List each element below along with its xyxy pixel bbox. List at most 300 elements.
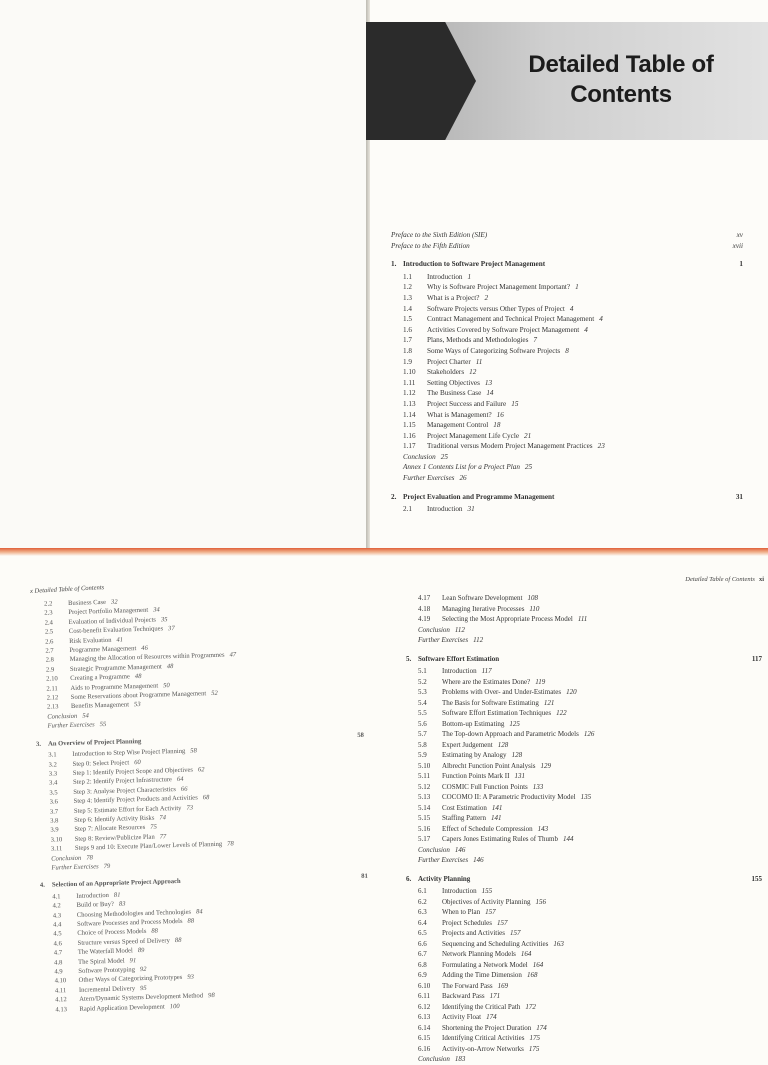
entry-title: Stakeholders	[427, 368, 465, 377]
toc-backmatter-entry	[391, 452, 743, 463]
entry-page: 8	[565, 346, 569, 355]
entry-title: What is a Project?	[427, 293, 480, 302]
entry-page: 135	[580, 793, 592, 801]
entry-number: 2.10	[46, 675, 58, 683]
chapter-title: Software Effort Estimation	[418, 654, 500, 663]
toc-backmatter-entry	[406, 625, 762, 636]
photo-divider	[0, 548, 768, 556]
entry-number: 4.10	[54, 977, 67, 985]
entry-title: Software Effort Estimation Techniques	[442, 709, 552, 717]
entry-page: 169	[497, 981, 509, 990]
toc-backmatter-entry	[406, 855, 762, 866]
entry-title: Further Exercises	[47, 721, 95, 730]
toc-entry	[406, 991, 762, 1002]
entry-page: 41	[116, 636, 124, 644]
toc-entry	[406, 666, 762, 677]
entry-title: Further Exercises	[418, 636, 469, 644]
entry-page: 120	[566, 688, 577, 696]
entry-number: 5.4	[418, 698, 427, 707]
entry-page: 32	[110, 598, 118, 606]
toc-entry	[406, 761, 762, 772]
entry-title: Step 8: Review/Publicize Plan	[74, 833, 155, 843]
entry-number: 4.7	[53, 949, 63, 957]
entry-number: 5.7	[418, 730, 427, 738]
entry-title: Structure versus Speed of Delivery	[77, 937, 170, 947]
toc-entry	[406, 782, 762, 793]
entry-page: 146	[454, 845, 466, 854]
entry-number: 5.3	[418, 688, 427, 696]
preface-title: Preface to the Fifth Edition	[391, 241, 470, 250]
chapter-number: 6.	[406, 874, 412, 883]
entry-title: Creating a Programme	[70, 673, 130, 683]
toc-entry	[391, 304, 743, 315]
entry-page: 47	[229, 651, 237, 659]
entry-page: 156	[535, 897, 546, 906]
entry-title: Project Charter	[427, 357, 471, 366]
preface-title: Preface to the Sixth Edition (SIE)	[391, 231, 488, 239]
entry-number: 6.13	[418, 1013, 431, 1021]
toc-entry	[391, 293, 743, 304]
toc-entry	[406, 949, 762, 960]
entry-number: 1.17	[403, 442, 416, 451]
toc-entry	[406, 928, 762, 939]
entry-number: 2.13	[46, 703, 59, 712]
chapter-page: 1	[739, 260, 743, 269]
entry-page: 58	[190, 747, 197, 755]
entry-page: 74	[159, 814, 167, 822]
toc-entry	[406, 740, 762, 751]
entry-number: 4.17	[418, 594, 431, 602]
entry-title: Effect of Schedule Compression	[442, 824, 533, 833]
toc-entry	[391, 357, 743, 368]
entry-title: Step 6: Identify Activity Risks	[74, 814, 155, 824]
entry-number: 5.5	[418, 709, 427, 717]
entry-page: 95	[139, 984, 147, 992]
entry-number: 1.3	[403, 293, 412, 302]
entry-number: 6.12	[418, 1002, 431, 1011]
entry-page: 93	[187, 974, 195, 982]
entry-page: 18	[493, 421, 501, 430]
entry-title: Staffing Pattern	[442, 814, 487, 822]
toc-entry	[406, 1002, 762, 1013]
entry-page: 68	[202, 794, 210, 802]
entry-title: Step 7: Allocate Resources	[74, 824, 146, 834]
chapter-heading	[391, 259, 743, 270]
chapter-title: An Overview of Project Planning	[47, 737, 142, 748]
entry-page: 122	[556, 709, 567, 717]
entry-page: 55	[99, 721, 107, 729]
entry-number: 4.3	[52, 911, 62, 920]
entry-title: Further Exercises	[403, 474, 455, 483]
toc-backmatter-entry	[391, 462, 743, 473]
entry-number: 1.9	[403, 357, 412, 366]
entry-page: 88	[151, 928, 159, 936]
entry-title: Plans, Methods and Methodologies	[427, 336, 529, 345]
toc-entry	[406, 708, 762, 719]
entry-title: Conclusion	[418, 1055, 450, 1063]
entry-title: Conclusion	[418, 625, 450, 634]
entry-number: 3.8	[50, 817, 59, 825]
toc-entry	[406, 729, 762, 740]
toc-entry	[406, 803, 762, 814]
entry-number: 4.11	[54, 987, 67, 995]
entry-page: 26	[459, 474, 467, 483]
entry-title: Identifying Critical Activities	[442, 1034, 525, 1042]
entry-page: 129	[540, 761, 552, 770]
entry-title: Some Reservations about Programme Management	[70, 690, 207, 702]
entry-title: Activity-on-Arrow Networks	[442, 1044, 524, 1053]
toc-entry	[406, 604, 762, 615]
entry-page: 79	[103, 862, 111, 871]
entry-title: Introduction	[427, 505, 463, 514]
toc-bottom-right	[406, 593, 762, 1065]
entry-page: 1	[575, 283, 579, 292]
toc-entry	[406, 698, 762, 709]
entry-page: 83	[118, 900, 126, 908]
entry-title: The Business Case	[427, 389, 482, 398]
entry-page: 4	[569, 304, 574, 313]
entry-page: 131	[514, 772, 525, 780]
toc-entry	[406, 719, 762, 730]
entry-number: 1.6	[403, 325, 412, 334]
entry-number: 2.9	[45, 666, 55, 674]
entry-page: 11	[475, 357, 483, 366]
entry-page: 98	[208, 992, 215, 1000]
entry-number: 4.1	[52, 893, 61, 901]
entry-title: Expert Judgement	[442, 740, 493, 749]
entry-number: 2.8	[45, 656, 55, 665]
entry-title: Conclusion	[51, 854, 82, 863]
toc-entry	[391, 410, 743, 421]
entry-title: What is Management?	[427, 410, 492, 419]
running-header-text: Detailed Table of Contents	[685, 576, 755, 583]
entry-page: 84	[195, 907, 203, 916]
entry-number: 5.14	[418, 803, 431, 812]
entry-number: 6.2	[418, 897, 427, 906]
entry-title: Strategic Programme Management	[69, 663, 162, 673]
toc-entry	[391, 367, 743, 378]
toc-entry	[406, 886, 762, 897]
entry-page: 1	[467, 272, 472, 281]
toc-entry	[406, 824, 762, 835]
entry-number: 5.9	[418, 751, 427, 759]
chapter-number: 1.	[391, 260, 397, 269]
chapter-page: 58	[357, 731, 364, 739]
entry-title: The Waterfall Model	[77, 947, 133, 957]
title-line-1: Detailed Table of	[528, 51, 714, 78]
entry-page: 60	[134, 758, 141, 766]
entry-page: 112	[454, 625, 465, 634]
entry-title: Choice of Process Models	[77, 928, 147, 938]
entry-number: 6.1	[418, 887, 427, 895]
entry-title: Benefits Management	[70, 701, 130, 711]
entry-page: 25	[524, 463, 533, 472]
entry-title: Lean Software Development	[442, 594, 523, 602]
running-header-left: x Detailed Table of Contents	[29, 584, 105, 595]
entry-page: 128	[511, 751, 523, 759]
toc-backmatter-entry	[391, 473, 743, 484]
entry-title: Project Success and Failure	[427, 399, 507, 408]
toc-entry	[406, 813, 762, 824]
entry-number: 4.9	[54, 968, 63, 976]
entry-title: Introduction to Step Wise Project Planning	[72, 747, 186, 759]
entry-page: 157	[485, 908, 496, 916]
entry-title: Contract Management and Technical Project Management	[427, 315, 595, 324]
entry-title: Software Projects versus Other Types of Project	[427, 304, 565, 313]
entry-page: 146	[473, 856, 484, 864]
entry-number: 6.3	[418, 908, 427, 916]
entry-number: 6.5	[418, 929, 427, 937]
entry-title: Activities Covered by Software Project Management	[427, 325, 580, 334]
entry-number: 6.4	[418, 918, 427, 927]
entry-title: Step 3: Analyse Project Characteristics	[73, 785, 176, 796]
entry-page: 50	[163, 681, 170, 690]
entry-title: COCOMO II: A Parametric Productivity Model	[442, 793, 576, 801]
entry-number: 6.7	[418, 950, 427, 958]
entry-page: 73	[186, 804, 194, 812]
entry-page: 155	[481, 887, 493, 895]
entry-title: COSMIC Full Function Points	[442, 782, 528, 791]
entry-number: 1.1	[403, 272, 412, 281]
entry-title: Estimating by Analogy	[442, 751, 507, 759]
entry-page: 174	[536, 1023, 547, 1032]
entry-page: 4	[599, 315, 603, 324]
entry-title: Where are the Estimates Done?	[442, 677, 531, 686]
entry-title: Project Portfolio Management	[68, 607, 149, 617]
preface-page: xv	[736, 231, 743, 239]
entry-page: 171	[489, 992, 501, 1000]
entry-page: 125	[509, 719, 520, 728]
entry-number: 4.4	[52, 921, 62, 929]
entry-title: Conclusion	[47, 712, 78, 721]
toc-entry	[391, 325, 743, 336]
entry-title: Further Exercises	[51, 863, 99, 872]
toc-entry	[391, 346, 743, 357]
entry-title: Rapid Application Development	[79, 1003, 165, 1013]
entry-page: 25	[440, 452, 448, 461]
blank-left-page	[0, 0, 366, 548]
entry-title: Cost Estimation	[442, 803, 487, 812]
entry-page: 75	[150, 823, 157, 832]
entry-page: 7	[533, 336, 538, 345]
entry-page: 54	[82, 712, 89, 720]
entry-page: 78	[86, 853, 93, 862]
entry-title: The Basis for Software Estimating	[442, 698, 539, 707]
entry-page: 133	[532, 782, 544, 791]
entry-title: Network Planning Models	[442, 950, 516, 958]
entry-title: Managing Iterative Processes	[442, 604, 525, 613]
entry-number: 6.6	[418, 939, 427, 948]
entry-number: 5.11	[418, 772, 430, 780]
entry-page: 35	[160, 616, 168, 624]
toc-entry	[406, 614, 762, 625]
preface-page: xvii	[732, 241, 743, 250]
entry-number: 3.2	[48, 760, 57, 769]
entry-title: Business Case	[68, 598, 107, 607]
entry-title: Backward Pass	[442, 992, 485, 1000]
chapter-heading	[406, 654, 762, 665]
entry-page: 175	[529, 1034, 540, 1042]
entry-page: 46	[141, 644, 148, 652]
entry-title: Introduction	[76, 891, 109, 900]
running-header-right	[685, 576, 764, 583]
entry-title: The Top-down Approach and Parametric Models	[442, 730, 579, 738]
entry-page: 119	[535, 677, 546, 686]
chapter-heading	[406, 874, 762, 885]
entry-number: 3.3	[48, 770, 58, 778]
entry-page: 16	[496, 410, 504, 419]
entry-title: Selecting the Most Appropriate Process Model	[442, 615, 573, 623]
entry-page: 64	[176, 776, 184, 784]
entry-number: 2.12	[46, 694, 59, 702]
toc-bottom-left	[32, 591, 371, 1015]
toc-entry	[406, 771, 762, 782]
entry-page: 112	[473, 636, 484, 644]
entry-page: 88	[187, 917, 195, 925]
entry-title: Software Processes and Process Models	[76, 917, 183, 928]
entry-title: Management Control	[427, 421, 489, 430]
entry-page: 157	[496, 918, 508, 927]
chapter-number: 3.	[35, 740, 42, 748]
entry-title: Some Ways of Categorizing Software Projects	[427, 346, 561, 355]
entry-number: 4.6	[53, 940, 62, 948]
entry-number: 5.15	[418, 814, 431, 822]
entry-page: 91	[129, 956, 137, 965]
entry-title: Conclusion	[418, 845, 450, 854]
toc-entry	[391, 431, 743, 442]
entry-page: 108	[527, 594, 538, 602]
entry-title: The Spiral Model	[78, 957, 125, 966]
entry-number: 5.1	[418, 667, 427, 675]
entry-title: Shortening the Project Duration	[442, 1023, 532, 1032]
toc-entry	[406, 981, 762, 992]
entry-page: 89	[137, 947, 145, 955]
entry-page: 157	[510, 929, 521, 937]
entry-page: 100	[169, 1002, 180, 1010]
entry-number: 3.1	[48, 751, 57, 759]
entry-title: Albrecht Function Point Analysis	[442, 761, 536, 770]
chapter-page: 31	[735, 492, 743, 501]
entry-title: Capers Jones Estimating Rules of Thumb	[442, 835, 558, 843]
toc-entry	[406, 1023, 762, 1034]
toc-entry	[391, 282, 743, 293]
contents-page-bottom-left	[0, 556, 384, 1024]
entry-page: 34	[153, 606, 160, 615]
entry-title: Introduction	[427, 272, 463, 281]
entry-title: Incremental Delivery	[78, 985, 136, 994]
entry-page: 13	[484, 378, 493, 387]
toc-entry	[406, 1044, 762, 1055]
entry-page: 15	[511, 399, 519, 408]
entry-number: 3.4	[49, 779, 58, 787]
entry-page: 88	[174, 936, 182, 944]
entry-title: Aids to Programme Management	[70, 682, 159, 692]
entry-title: Projects and Activities	[442, 929, 505, 937]
entry-number: 4.5	[53, 930, 62, 938]
chapter-title: Activity Planning	[418, 874, 471, 883]
toc-entry	[406, 593, 762, 604]
entry-title: The Forward Pass	[442, 981, 493, 990]
preface-entry	[391, 241, 743, 252]
entry-page: 62	[197, 766, 205, 774]
running-header-page: xi	[758, 576, 764, 583]
toc-backmatter-entry	[406, 635, 762, 646]
entry-title: Software Prototyping	[78, 966, 136, 975]
entry-number: 6.14	[418, 1023, 431, 1032]
entry-number: 2.6	[45, 638, 54, 646]
entry-number: 1.14	[403, 410, 416, 419]
entry-number: 1.5	[403, 315, 412, 324]
entry-number: 6.16	[418, 1044, 431, 1053]
chapter-number: 5.	[406, 654, 412, 663]
entry-number: 5.16	[418, 824, 431, 833]
entry-page: 48	[134, 673, 142, 681]
entry-page: 2	[484, 293, 489, 302]
entry-title: Introduction	[442, 667, 477, 675]
entry-number: 1.13	[403, 399, 416, 408]
entry-title: When to Plan	[442, 908, 481, 916]
entry-page: 164	[532, 960, 544, 969]
entry-title: Programme Management	[69, 645, 137, 655]
entry-number: 6.10	[418, 981, 431, 990]
entry-page: 48	[166, 662, 174, 671]
title-line-2: Contents	[570, 81, 672, 108]
entry-number: 5.2	[418, 677, 427, 686]
entry-number: 1.4	[403, 304, 412, 313]
toc-entry	[406, 918, 762, 929]
entry-number: 3.11	[50, 845, 63, 853]
toc-entry	[406, 960, 762, 971]
toc-entry	[406, 792, 762, 803]
entry-title: Managing the Allocation of Resources within Programmes	[69, 652, 225, 664]
entry-page: 14	[486, 389, 494, 398]
entry-page: 66	[180, 785, 188, 793]
entry-number: 5.13	[418, 793, 431, 801]
toc-entry	[406, 687, 762, 698]
entry-title: Step 4: Identify Project Products and Activities	[73, 794, 198, 806]
entry-title: Annex 1 Contents List for a Project Plan	[403, 463, 520, 472]
entry-page: 81	[113, 891, 121, 899]
entry-page: 117	[481, 667, 492, 675]
entry-number: 4.8	[54, 958, 63, 967]
entry-title: Why is Software Project Management Important?	[427, 283, 571, 292]
entry-title: Risk Evaluation	[69, 636, 112, 645]
entry-number: 1.8	[403, 346, 412, 355]
toc-entry	[391, 378, 743, 389]
entry-page: 52	[211, 689, 218, 698]
chapter-page: 81	[361, 873, 368, 881]
entry-page: 12	[469, 368, 477, 377]
entry-title: Objectives of Activity Planning	[442, 897, 531, 906]
toc-entry	[391, 314, 743, 325]
toc-entry	[406, 897, 762, 908]
entry-title: Formulating a Network Model	[442, 960, 528, 969]
entry-number: 3.6	[49, 798, 58, 806]
entry-number: 2.5	[44, 628, 54, 636]
entry-page: 174	[486, 1013, 497, 1021]
entry-title: Introduction	[442, 887, 477, 895]
entry-title: Step 5: Estimate Effort for Each Activity	[73, 804, 182, 815]
entry-number: 4.12	[55, 996, 67, 1004]
entry-number: 1.10	[403, 368, 416, 377]
toc-backmatter-entry	[406, 845, 762, 856]
entry-number: 6.8	[418, 960, 427, 969]
entry-title: Atern/Dynamic Systems Development Method	[79, 992, 204, 1004]
entry-title: Other Ways of Categorizing Prototypes	[78, 974, 183, 985]
entry-number: 1.12	[403, 389, 416, 398]
toc-top	[391, 230, 743, 515]
entry-page: 183	[454, 1055, 466, 1063]
